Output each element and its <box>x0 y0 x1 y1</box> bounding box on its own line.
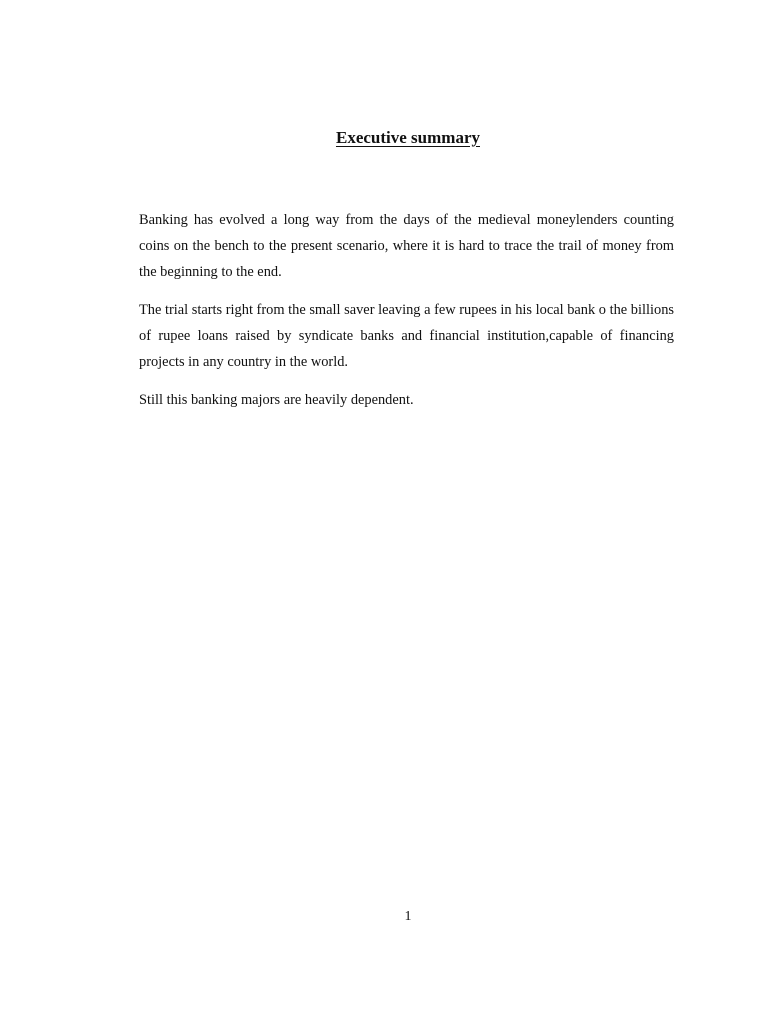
body-text <box>139 207 674 425</box>
page-number: 1 <box>404 909 412 924</box>
paragraph-1: Banking has evolved a long way from the days of the medieval moneylenders counting coins on the bench to the present scenario, where it is hard to trace the trail of money from the beginning to the end. <box>139 212 674 280</box>
paragraph-2: The trial starts right from the small saver leaving a few rupees in his local bank o the billions of rupee loans raised by syndicate banks and financial institution,capable of financing projects in any country in the world. <box>139 302 674 370</box>
page-title: Executive summary <box>335 128 480 147</box>
paragraph-3: Still this banking majors are heavily dependent. <box>139 392 414 408</box>
